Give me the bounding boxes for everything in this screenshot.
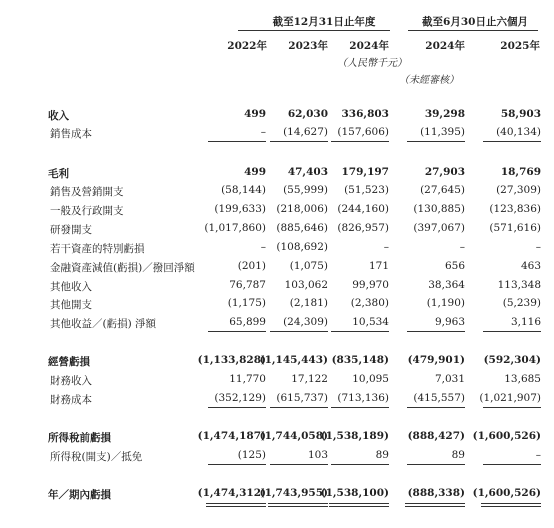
- row-value: (201): [237, 260, 266, 272]
- row-value: 336,803: [341, 108, 389, 120]
- row-value: (1,600,526): [472, 487, 541, 499]
- subtotal-rule: [331, 331, 389, 332]
- year-2025-interim: 2025年: [500, 40, 540, 52]
- row-label: 其他收益／(虧損) 淨額: [50, 318, 157, 330]
- row-value: 3,116: [510, 316, 541, 328]
- row-value: –: [535, 241, 541, 253]
- total-double-rule: [481, 503, 541, 504]
- total-double-rule: [329, 503, 389, 504]
- subtotal-rule: [208, 407, 266, 408]
- row-value: (713,136): [337, 392, 389, 404]
- row-value: 99,970: [352, 279, 389, 291]
- row-value: –: [535, 449, 541, 461]
- row-value: 499: [244, 166, 266, 178]
- subtotal-rule: [270, 464, 328, 465]
- subtotal-rule: [483, 141, 541, 142]
- row-label: 財務成本: [50, 394, 92, 406]
- row-value: (888,427): [407, 430, 465, 442]
- row-value: (58,144): [221, 184, 266, 196]
- row-value: –: [459, 241, 465, 253]
- row-value: 62,030: [287, 108, 328, 120]
- row-value: 39,298: [424, 108, 465, 120]
- unaudited-note: （未經審核）: [399, 75, 459, 86]
- row-value: 499: [244, 108, 266, 120]
- row-value: –: [260, 241, 266, 253]
- row-label: 其他收入: [50, 281, 92, 293]
- row-value: (571,616): [489, 222, 541, 234]
- row-value: (27,645): [420, 184, 465, 196]
- row-value: –: [260, 126, 266, 138]
- row-label: 銷售及營銷開支: [50, 186, 124, 198]
- row-value: 463: [520, 260, 541, 272]
- row-label: 金融資產減值(虧損)／撥回淨額: [50, 262, 195, 274]
- subtotal-rule: [208, 464, 266, 465]
- row-label: 毛利: [48, 168, 69, 180]
- row-value: (885,646): [276, 222, 328, 234]
- subtotal-rule: [331, 141, 389, 142]
- year-2024-interim: 2024年: [425, 40, 465, 52]
- period-header-interim: 截至6月30日止六個月: [422, 16, 528, 28]
- total-double-rule: [206, 503, 266, 504]
- row-value: (835,148): [331, 354, 389, 366]
- subtotal-rule: [407, 464, 465, 465]
- subtotal-rule: [407, 141, 465, 142]
- subtotal-rule: [270, 141, 328, 142]
- row-value: (14,627): [283, 126, 328, 138]
- subtotal-rule: [483, 407, 541, 408]
- row-label: 財務收入: [50, 375, 92, 387]
- row-value: 171: [368, 260, 389, 272]
- row-value: 656: [444, 260, 465, 272]
- row-value: (1,175): [227, 297, 266, 309]
- row-label: 經營虧損: [48, 356, 90, 368]
- row-value: (397,067): [413, 222, 465, 234]
- row-value: (1,017,860): [204, 222, 266, 234]
- total-double-rule: [268, 503, 328, 504]
- row-value: 17,122: [291, 373, 328, 385]
- row-value: 113,348: [497, 279, 541, 291]
- row-value: 179,197: [341, 166, 389, 178]
- row-value: (1,145,443): [259, 354, 328, 366]
- row-label: 所得稅前虧損: [48, 432, 111, 444]
- subtotal-rule: [270, 331, 328, 332]
- subtotal-rule: [270, 407, 328, 408]
- row-value: (40,134): [496, 126, 541, 138]
- row-value: (1,075): [289, 260, 328, 272]
- row-value: (51,523): [344, 184, 389, 196]
- row-label: 一般及行政開支: [50, 205, 124, 217]
- row-value: 38,364: [428, 279, 465, 291]
- subtotal-rule: [407, 407, 465, 408]
- row-value: 18,769: [500, 166, 541, 178]
- row-value: (24,309): [283, 316, 328, 328]
- period-header-annual: 截至12月31日止年度: [272, 16, 376, 28]
- row-label: 研發開支: [50, 224, 92, 236]
- row-value: 27,903: [424, 166, 465, 178]
- row-value: (1,021,907): [479, 392, 541, 404]
- year-2024-annual: 2024年: [349, 40, 389, 52]
- row-value: (218,006): [276, 203, 328, 215]
- row-label: 其他開支: [50, 299, 92, 311]
- subtotal-rule: [208, 141, 266, 142]
- row-value: (1,743,955): [259, 487, 328, 499]
- row-value: (5,239): [502, 297, 541, 309]
- row-value: (615,737): [276, 392, 328, 404]
- row-value: 47,403: [287, 166, 328, 178]
- row-value: (244,160): [337, 203, 389, 215]
- currency-note: （人民幣千元）: [337, 58, 407, 69]
- header-rule-interim: [408, 30, 538, 31]
- row-value: 89: [451, 449, 465, 461]
- row-value: 103,062: [284, 279, 328, 291]
- total-double-rule: [405, 506, 465, 507]
- row-label: 收入: [48, 110, 69, 122]
- row-value: 58,903: [500, 108, 541, 120]
- header-rule-annual: [238, 30, 390, 31]
- total-double-rule: [481, 506, 541, 507]
- total-double-rule: [329, 506, 389, 507]
- row-value: 7,031: [434, 373, 465, 385]
- subtotal-rule: [407, 331, 465, 332]
- row-value: (130,885): [413, 203, 465, 215]
- subtotal-rule: [483, 331, 541, 332]
- row-value: 65,899: [229, 316, 266, 328]
- row-value: (11,395): [420, 126, 465, 138]
- row-value: (2,380): [350, 297, 389, 309]
- row-value: (592,304): [483, 354, 541, 366]
- row-label: 年／期內虧損: [48, 489, 111, 501]
- row-label: 若干資產的特別虧損: [50, 243, 145, 255]
- subtotal-rule: [331, 464, 389, 465]
- row-value: (1,600,526): [472, 430, 541, 442]
- row-value: (2,181): [289, 297, 328, 309]
- subtotal-rule: [208, 331, 266, 332]
- row-value: (1,538,100): [320, 487, 389, 499]
- row-label: 所得稅(開支)／抵免: [50, 451, 143, 463]
- row-value: (352,129): [214, 392, 266, 404]
- row-label: 銷售成本: [50, 128, 92, 140]
- row-value: (479,901): [407, 354, 465, 366]
- row-value: (1,133,828): [197, 354, 266, 366]
- row-value: (27,309): [496, 184, 541, 196]
- row-value: (415,557): [413, 392, 465, 404]
- row-value: 76,787: [229, 279, 266, 291]
- year-2023: 2023年: [288, 40, 328, 52]
- row-value: (826,957): [337, 222, 389, 234]
- row-value: (199,633): [214, 203, 266, 215]
- row-value: 10,095: [352, 373, 389, 385]
- row-value: –: [383, 241, 389, 253]
- row-value: (1,744,058): [259, 430, 328, 442]
- row-value: (55,999): [283, 184, 328, 196]
- total-double-rule: [268, 506, 328, 507]
- row-value: (888,338): [407, 487, 465, 499]
- row-value: (1,190): [426, 297, 465, 309]
- row-value: (125): [237, 449, 266, 461]
- total-double-rule: [206, 506, 266, 507]
- row-value: 10,534: [352, 316, 389, 328]
- row-value: 89: [375, 449, 389, 461]
- row-value: (1,474,312): [197, 487, 266, 499]
- row-value: (157,606): [337, 126, 389, 138]
- subtotal-rule: [331, 407, 389, 408]
- row-value: (123,836): [489, 203, 541, 215]
- row-value: (108,692): [276, 241, 328, 253]
- subtotal-rule: [483, 464, 541, 465]
- row-value: (1,474,187): [197, 430, 266, 442]
- row-value: 13,685: [504, 373, 541, 385]
- row-value: 11,770: [229, 373, 266, 385]
- year-2022: 2022年: [227, 40, 267, 52]
- total-double-rule: [405, 503, 465, 504]
- row-value: 103: [307, 449, 328, 461]
- row-value: (1,538,189): [320, 430, 389, 442]
- row-value: 9,963: [434, 316, 465, 328]
